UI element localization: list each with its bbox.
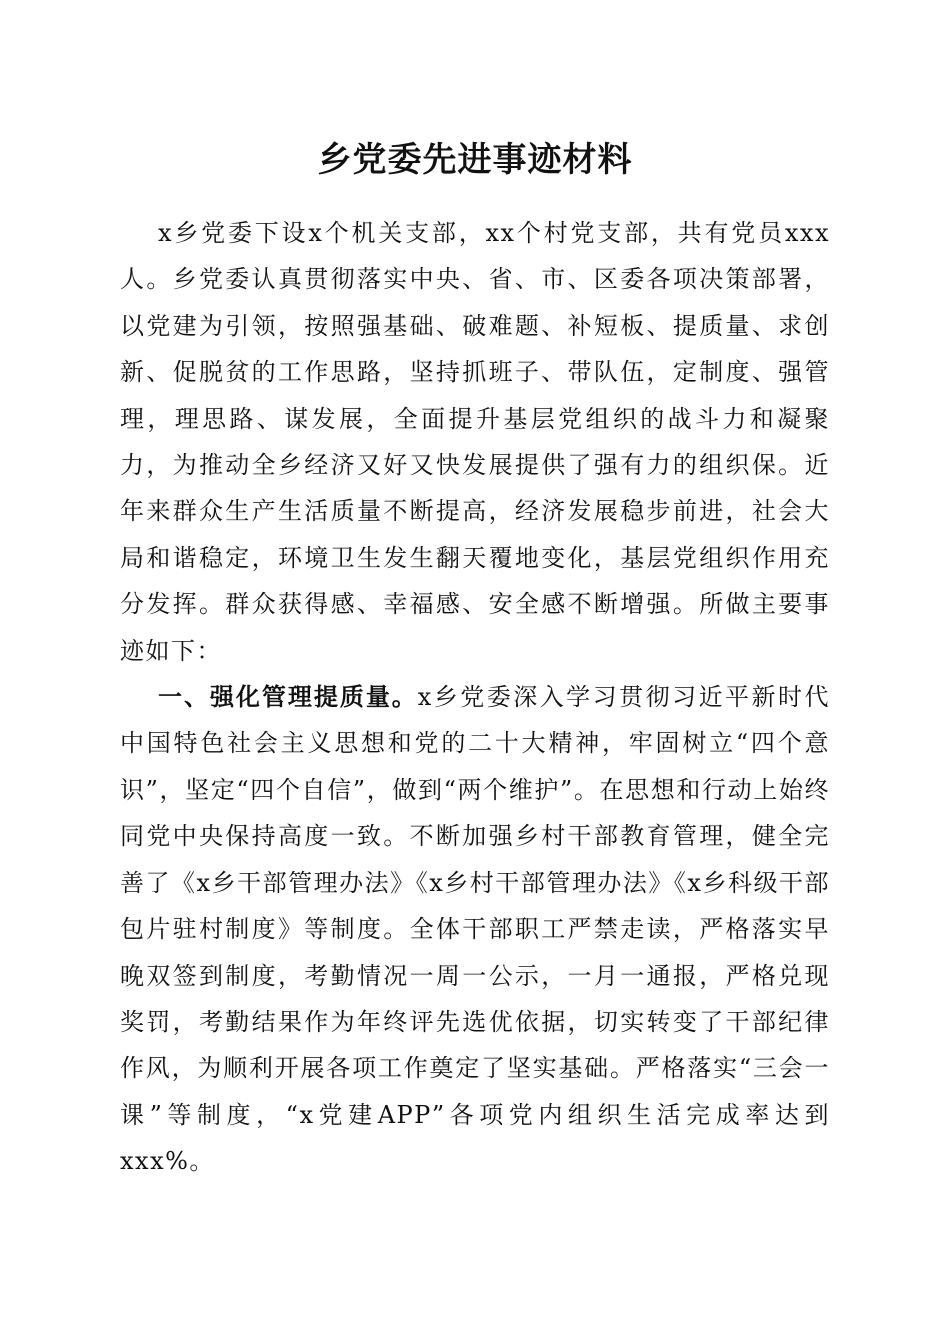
document-body: [120, 210, 830, 1185]
section-1-body: x乡党委深入学习贯彻习近平新时代中国特色社会主义思想和党的二十大精神，牢固树立“四个意识”，坚定“四个自信”，做到“两个维护”。在思想和行动上始终同党中央保持高度一致。不断加强乡村干部教育管理，健全完善了《x乡干部管理办法》《x乡村干部管理办法》《x乡科级干部包片驻村制度》等制度。全体干部职工严禁走读，严格落实早晚双签到制度，考勤情况一周一公示，一月一通报，严格兑现奖罚，考勤结果作为年终评先选优依据，切实转变了干部纪律作风，为顺利开展各项工作奠定了坚实基础。严格落实“三会一课”等制度，“x党建APP”各项党内组织生活完成率达到xxx%。: [120, 683, 830, 1176]
document-title: 乡党委先进事迹材料: [317, 140, 633, 180]
section-1-paragraph: [120, 674, 830, 1184]
intro-paragraph: x乡党委下设x个机关支部，xx个村党支部，共有党员xxx人。乡党委认真贯彻落实中央、省、市、区委各项决策部署，以党建为引领，按照强基础、破难题、补短板、提质量、求创新、促脱贫的工作思路，坚持抓班子、带队伍，定制度、强管理，理思路、谋发展，全面提升基层党组织的战斗力和凝聚力，为推动全乡经济又好又快发展提供了强有力的组织保。近年来群众生产生活质量不断提高，经济发展稳步前进，社会大局和谐稳定，环境卫生发生翻天覆地变化，基层党组织作用充分发挥。群众获得感、幸福感、安全感不断增强。所做主要事迹如下：: [120, 219, 830, 665]
section-1-heading: 一、强化管理提质量。: [158, 683, 418, 712]
